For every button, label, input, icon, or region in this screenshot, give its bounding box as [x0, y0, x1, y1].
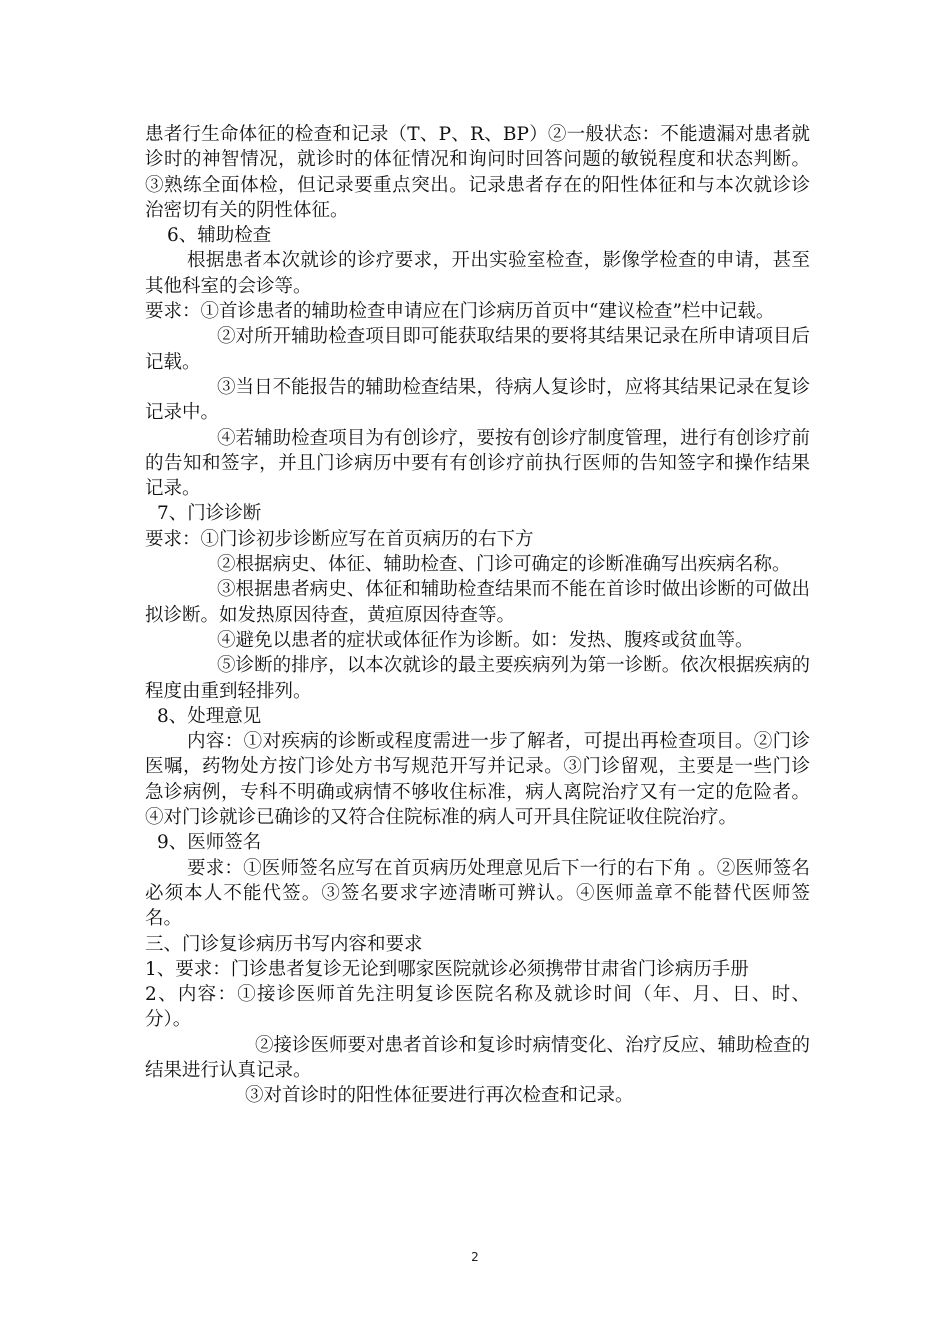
heading-section-three: 三、门诊复诊病历书写内容和要求 [145, 933, 423, 955]
heading-outpatient-diagnosis: 7、门诊诊断 [157, 503, 262, 525]
paragraph-diagnosis-req-2: ②根据病史、体征、辅助检查、门诊可确定的诊断准确写出疾病名称。 [217, 554, 791, 576]
paragraph-auxiliary-req-4: ④若辅助检查项目为有创诊疗，要按有创诊疗制度管理，进行有创诊疗前的告知和签字，并且门诊病历中要有有创诊疗前执行医师的告知签字和操作结果记录。 [145, 427, 810, 500]
paragraph-auxiliary-req-3: ③当日不能报告的辅助检查结果，待病人复诊时，应将其结果记录在复诊记录中。 [145, 376, 810, 424]
paragraph-treatment-content: 内容：①对疾病的诊断或程度需进一步了解者，可提出再检查项目。②门诊医嘱，药物处方按门诊处方书写规范开写并记录。③门诊留观，主要是一些门诊急诊病例，专科不明确或病情不够收住标准，病人离院治疗又有一定的危险者。④对门诊就诊已确诊的又符合住院标准的病人可开具住院证收住院治疗。 [145, 731, 810, 829]
paragraph-diagnosis-req-4: ④避免以患者的症状或体征作为诊断。如：发热、腹疼或贫血等。 [217, 629, 754, 651]
document-body [145, 122, 810, 1109]
paragraph-followup-req: 1、要求：门诊患者复诊无论到哪家医院就诊必须携带甘肃省门诊病历手册 [145, 958, 749, 980]
paragraph-signature-req: 要求：①医师签名应写在首页病历处理意见后下一行的右下角 。②医师签名必须本人不能代签。③签名要求字迹清晰可辨认。④医师盖章不能替代医师签名。 [145, 857, 810, 930]
paragraph-vital-signs: 患者行生命体征的检查和记录（T、P、R、BP）②一般状态：不能遗漏对患者就诊时的神智情况，就诊时的体征情况和询问时回答问题的敏锐程度和状态判断。③熟练全面体检，但记录要重点突出。记录患者存在的阳性体征和与本次就诊诊治密切有关的阴性体征。 [145, 124, 810, 221]
paragraph-followup-content-1: 2、内容：①接诊医师首先注明复诊医院名称及就诊时间（年、月、日、时、分）。 [145, 984, 810, 1031]
paragraph-diagnosis-req-3: ③根据患者病史、体征和辅助检查结果而不能在首诊时做出诊断的可做出拟诊断。如发热原因待查，黄疸原因待查等。 [145, 579, 810, 626]
paragraph-followup-content-2: ②接诊医师要对患者首诊和复诊时病情变化、治疗反应、辅助检查的结果进行认真记录。 [145, 1034, 811, 1081]
paragraph-diagnosis-req-5: ⑤诊断的排序，以本次就诊的最主要疾病列为第一诊断。依次根据疾病的程度由重到轻排列。 [145, 655, 810, 702]
heading-treatment-opinion: 8、处理意见 [157, 705, 262, 727]
page-number: 2 [471, 1250, 479, 1264]
paragraph-auxiliary-req-1: 要求：①首诊患者的辅助检查申请应在门诊病历首页中“建议检查”栏中记载。 [145, 301, 775, 323]
paragraph-auxiliary-req-2: ②对所开辅助检查项目即可能获取结果的要将其结果记录在所申请项目后记载。 [145, 326, 810, 373]
paragraph-auxiliary-exam-intro: 根据患者本次就诊的诊疗要求，开出实验室检查，影像学检查的申请，甚至其他科室的会诊等。 [145, 250, 810, 297]
paragraph-followup-content-3: ③对首诊时的阳性体征要进行再次检查和记录。 [245, 1085, 634, 1107]
heading-physician-signature: 9、医师签名 [157, 832, 262, 854]
paragraph-diagnosis-req-1: 要求：①门诊初步诊断应写在首页病历的右下方 [145, 528, 534, 550]
heading-auxiliary-exam: 6、辅助检查 [167, 225, 272, 247]
